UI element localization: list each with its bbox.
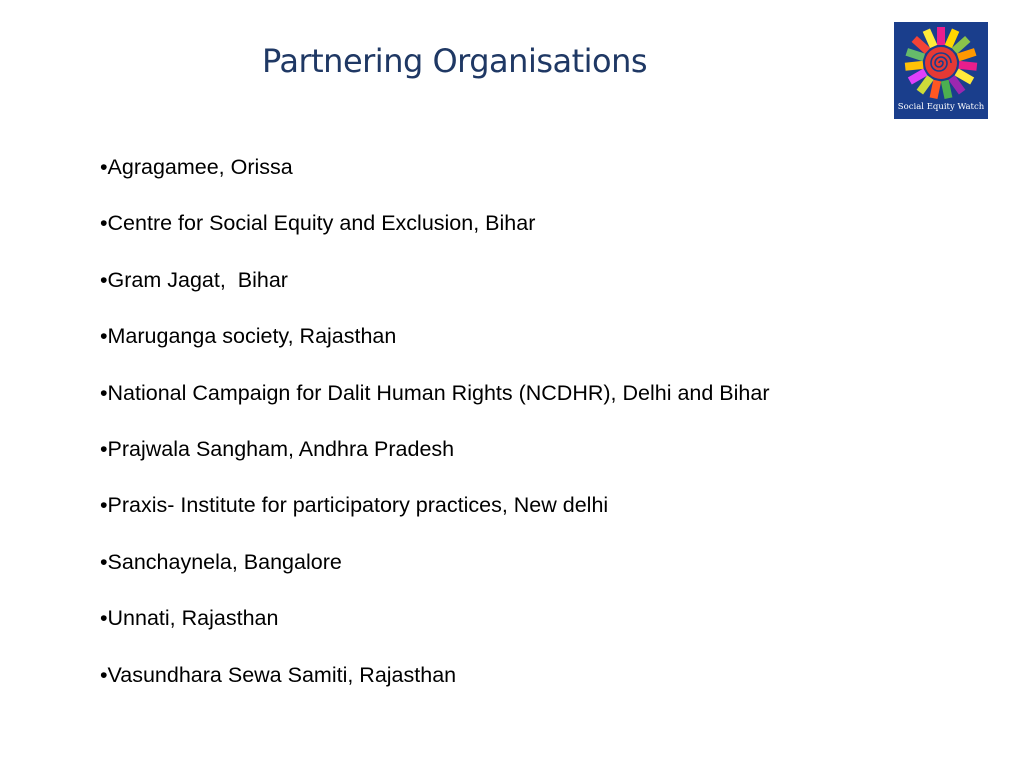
- list-item: •Agragamee, Orissa: [100, 155, 293, 179]
- page-title: Partnering Organisations: [262, 42, 648, 80]
- list-item: •National Campaign for Dalit Human Rights (NCDHR), Delhi and Bihar: [100, 380, 770, 405]
- list-item: •Prajwala Sangham, Andhra Pradesh: [100, 436, 455, 461]
- list-item: •Vasundhara Sewa Samiti, Rajasthan: [100, 662, 457, 687]
- logo-text: Social Equity Watch: [897, 102, 985, 112]
- partner-list: [100, 152, 770, 716]
- list-item: •Centre for Social Equity and Exclusion, Bihar: [100, 211, 536, 236]
- list-item: •Unnati, Rajasthan: [100, 606, 279, 631]
- list-item: •Gram Jagat, Bihar: [100, 267, 288, 292]
- list-item: •Praxis- Institute for participatory practices, New delhi: [100, 493, 609, 518]
- social-equity-watch-logo: [894, 22, 988, 119]
- list-item: •Sanchaynela, Bangalore: [100, 549, 342, 574]
- sunburst-spiral-icon: [894, 22, 988, 102]
- list-item: •Maruganga society, Rajasthan: [100, 324, 397, 349]
